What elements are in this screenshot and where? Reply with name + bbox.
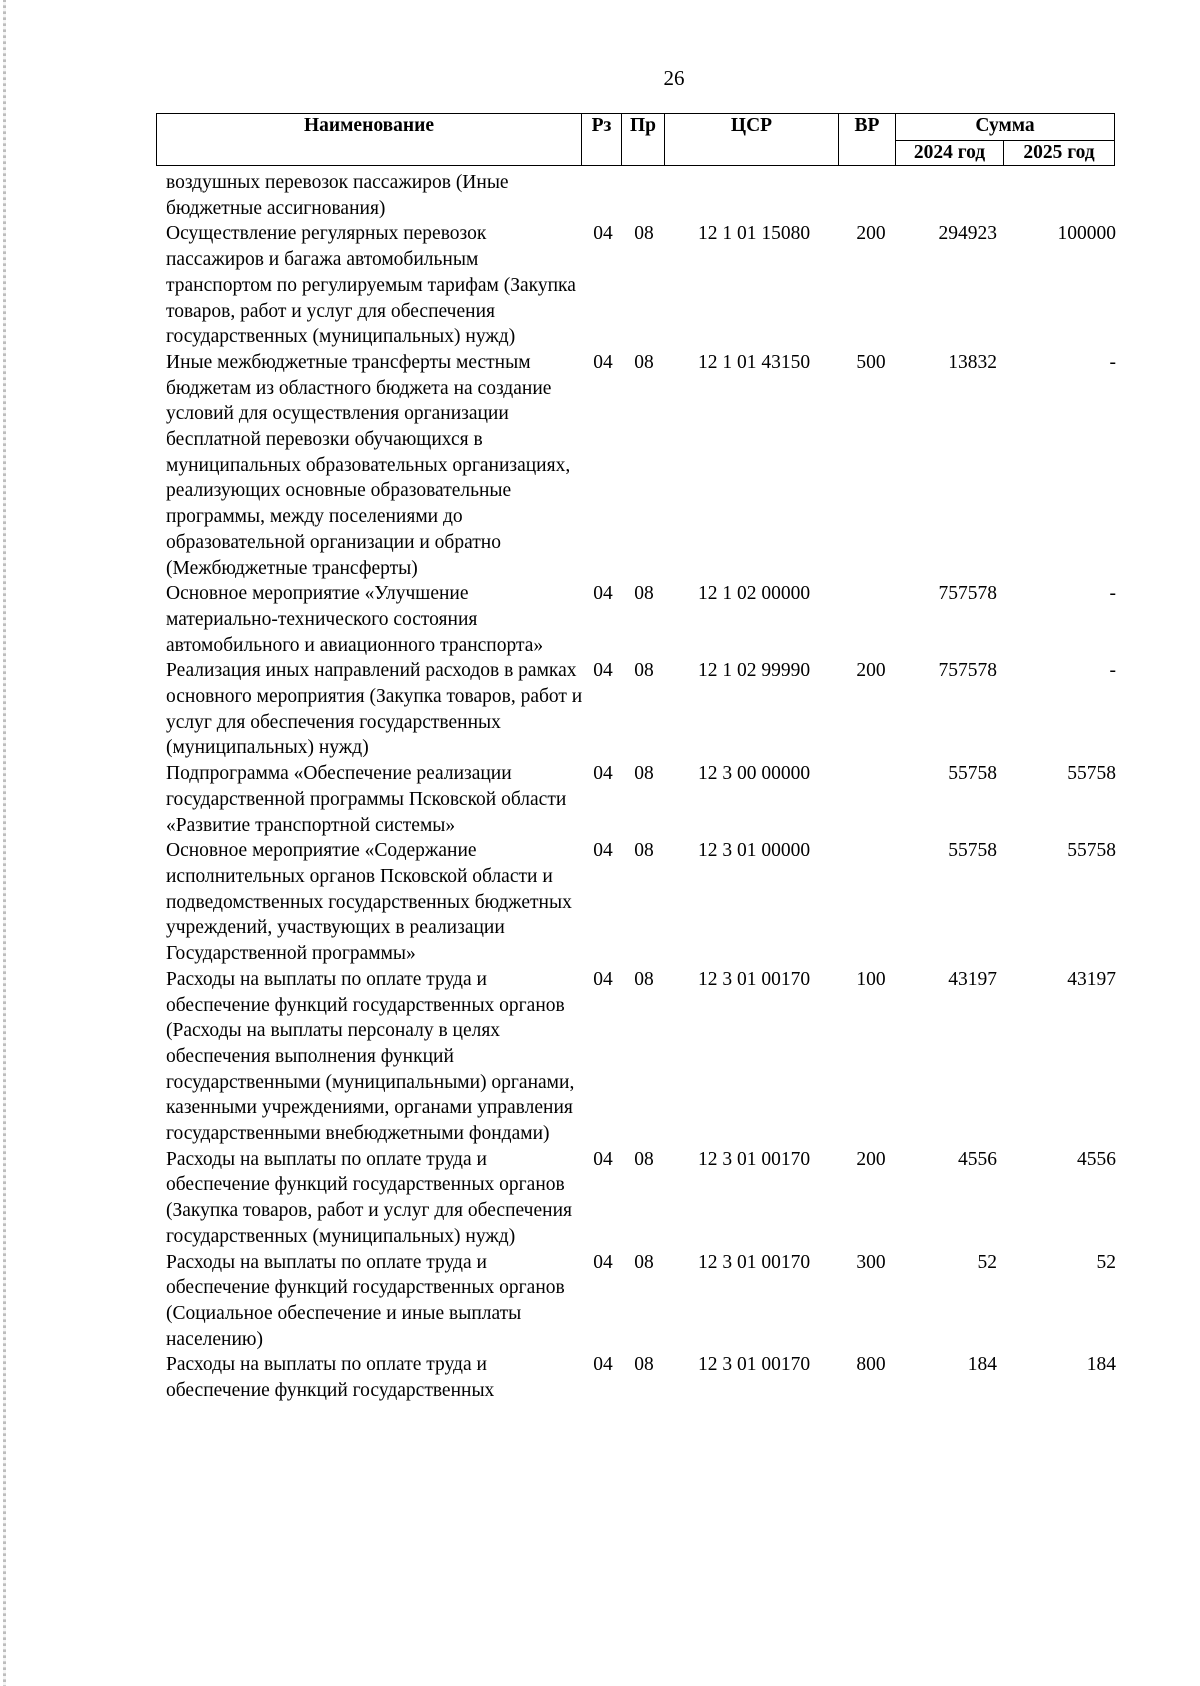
row-pr: 08	[634, 660, 654, 682]
row-pr	[622, 170, 666, 221]
row-pr: 08	[634, 1251, 654, 1273]
row-vr: 500	[856, 351, 886, 373]
row-pr: 08	[634, 223, 654, 245]
budget-table	[156, 170, 1119, 1404]
row-pr: 08	[634, 968, 654, 990]
table-row	[156, 967, 1119, 1147]
row-name: Подпрограмма «Обеспечение реализации государственной программы Псковской области «Развитие транспортной системы»	[166, 763, 567, 836]
row-rz: 04	[593, 1354, 613, 1376]
table-row	[156, 581, 1119, 658]
table-row	[156, 1352, 1119, 1403]
row-name: Реализация иных направлений расходов в рамках основного мероприятия (Закупка товаров, работ и услуг для обеспечения государственных (муниципальных) нужд)	[166, 660, 583, 759]
row-sum-2025: 4556	[1077, 1148, 1116, 1170]
row-vr: 800	[856, 1354, 886, 1376]
table-row	[156, 221, 1119, 350]
header-vr: ВР	[839, 114, 896, 166]
row-pr: 08	[634, 840, 654, 862]
row-csr: 12 1 02 00000	[697, 583, 811, 605]
row-pr: 08	[634, 351, 654, 373]
row-name: Расходы на выплаты по оплате труда и обеспечение функций государственных органов (Закупка товаров, работ и услуг для обеспечения государственных (муниципальных) нужд)	[166, 1148, 572, 1247]
page-number: 26	[663, 66, 685, 90]
header-csr: ЦСР	[665, 114, 839, 166]
row-rz: 04	[593, 1148, 613, 1170]
row-rz: 04	[593, 763, 613, 785]
row-sum-2025: 55758	[1067, 840, 1116, 862]
row-csr: 12 3 01 00170	[697, 968, 811, 990]
row-sum-2024: 184	[967, 1354, 997, 1376]
row-sum-2025: 52	[1096, 1251, 1116, 1273]
row-sum-2024: 13832	[948, 351, 997, 373]
row-rz: 04	[593, 351, 613, 373]
table-row	[156, 170, 1119, 221]
row-vr	[842, 761, 900, 838]
row-vr: 300	[856, 1251, 886, 1273]
row-sum-2025: -	[1109, 660, 1116, 682]
row-sum-2025: 43197	[1067, 968, 1116, 990]
row-sum-2024: 43197	[948, 968, 997, 990]
header-sum: Сумма	[896, 114, 1115, 141]
row-sum-2024: 55758	[948, 840, 997, 862]
row-vr	[842, 581, 900, 658]
table-row	[156, 658, 1119, 761]
budget-table-body	[156, 170, 1119, 1404]
row-sum-2024	[900, 170, 1007, 221]
row-csr: 12 3 01 00170	[697, 1354, 811, 1376]
row-rz	[584, 170, 622, 221]
row-rz: 04	[593, 660, 613, 682]
row-pr: 08	[634, 1354, 654, 1376]
row-csr: 12 1 02 99990	[697, 660, 811, 682]
row-rz: 04	[593, 968, 613, 990]
row-name: Расходы на выплаты по оплате труда и обеспечение функций государственных органов (Расходы на выплаты персоналу в целях обеспечения выполнения функций государственными (муниципальными) органами, казенными учреждениями, органами управления государственными внебюджетными фондами)	[166, 968, 575, 1145]
row-csr: 12 3 01 00000	[697, 840, 811, 862]
table-row	[156, 1147, 1119, 1250]
row-vr: 200	[856, 660, 886, 682]
row-sum-2025: 184	[1086, 1354, 1116, 1376]
table-row	[156, 1250, 1119, 1353]
row-name: Основное мероприятие «Содержание исполнительных органов Псковской области и подведомственных государственных бюджетных учреждений, участвующих в реализации Государственной программы»	[166, 840, 572, 965]
row-sum-2024: 294923	[938, 223, 997, 245]
row-name: Иные межбюджетные трансферты местным бюджетам из областного бюджета на создание условий для осуществления организации бесплатной перевозки обучающихся в муниципальных образовательных организациях, реализующих основные образовательные программы, между поселениями до образовательной организации и обратно (Межбюджетные трансферты)	[166, 351, 571, 579]
header-pr: Пр	[622, 114, 665, 166]
row-sum-2025: 100000	[1057, 223, 1116, 245]
row-sum-2025	[1007, 170, 1119, 221]
row-vr	[842, 838, 900, 967]
row-csr	[666, 170, 842, 221]
header-name: Наименование	[157, 114, 582, 166]
header-year-2024: 2024 год	[896, 141, 1004, 166]
row-rz: 04	[593, 223, 613, 245]
row-csr: 12 3 00 00000	[697, 763, 811, 785]
row-csr: 12 1 01 15080	[697, 223, 811, 245]
row-name: Расходы на выплаты по оплате труда и обеспечение функций государственных органов (Социальное обеспечение и иные выплаты населению)	[166, 1251, 565, 1350]
row-sum-2024: 757578	[938, 660, 997, 682]
row-rz: 04	[593, 1251, 613, 1273]
row-sum-2024: 757578	[938, 583, 997, 605]
table-row	[156, 350, 1119, 581]
row-csr: 12 3 01 00170	[697, 1251, 811, 1273]
row-pr: 08	[634, 1148, 654, 1170]
row-sum-2024: 55758	[948, 763, 997, 785]
row-name: Расходы на выплаты по оплате труда и обеспечение функций государственных	[166, 1354, 495, 1402]
row-name: Осуществление регулярных перевозок пассажиров и багажа автомобильным транспортом по регулируемым тарифам (Закупка товаров, работ и услуг для обеспечения государственных (муниципальных) нужд)	[166, 223, 576, 348]
scan-edge	[3, 0, 6, 1686]
header-rz: Рз	[582, 114, 622, 166]
row-pr: 08	[634, 583, 654, 605]
row-vr: 100	[856, 968, 886, 990]
table-row	[156, 838, 1119, 967]
row-vr	[842, 170, 900, 221]
row-rz: 04	[593, 583, 613, 605]
row-csr: 12 1 01 43150	[697, 351, 811, 373]
row-vr: 200	[856, 223, 886, 245]
row-csr: 12 3 01 00170	[697, 1148, 811, 1170]
table-row	[156, 761, 1119, 838]
row-vr: 200	[856, 1148, 886, 1170]
header-year-2025: 2025 год	[1004, 141, 1115, 166]
row-sum-2024: 4556	[958, 1148, 997, 1170]
row-rz: 04	[593, 840, 613, 862]
row-sum-2025: 55758	[1067, 763, 1116, 785]
row-sum-2025: -	[1109, 583, 1116, 605]
row-pr: 08	[634, 763, 654, 785]
row-name: воздушных перевозок пассажиров (Иные бюджетные ассигнования)	[166, 172, 509, 219]
row-sum-2024: 52	[977, 1251, 997, 1273]
row-sum-2025: -	[1109, 351, 1116, 373]
table-header	[156, 113, 1115, 166]
row-name: Основное мероприятие «Улучшение материально-технического состояния автомобильного и авиационного транспорта»	[166, 583, 544, 656]
